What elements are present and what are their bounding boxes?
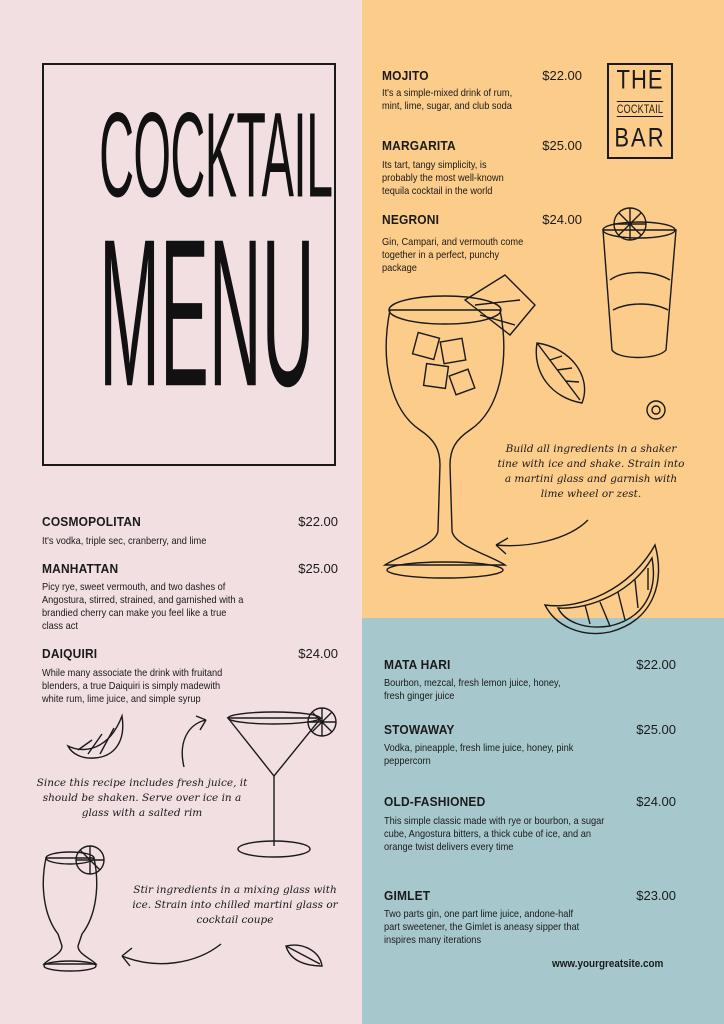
- note-line: cocktail coupe: [196, 914, 274, 926]
- item-desc: orange twist delivers every time: [384, 841, 514, 853]
- logo-bar: BAR: [614, 122, 666, 153]
- cherry-illustration: [644, 398, 668, 422]
- item-price: $22.00: [636, 657, 676, 672]
- item-name: COSMOPOLITAN: [42, 514, 142, 529]
- item-desc: tequila cocktail in the world: [382, 185, 493, 197]
- note-line: Build all ingredients in a shaker: [505, 443, 677, 455]
- item-desc: While many associate the drink with fruitand: [42, 667, 223, 679]
- arrow-icon: [116, 934, 226, 974]
- item-price: $25.00: [636, 722, 676, 737]
- juice-note: [34, 776, 250, 821]
- item-desc: peppercorn: [384, 755, 431, 767]
- item-name: MATA HARI: [384, 657, 451, 672]
- item-desc: probably the most well-known: [382, 172, 504, 184]
- note-line: should be shaken. Serve over ice in a: [42, 792, 242, 804]
- item-desc: cube, Angostura bitters, a thick cube of ice, and an: [384, 828, 592, 840]
- item-desc: class act: [42, 620, 78, 632]
- item-name: STOWAWAY: [384, 722, 455, 737]
- item-desc: brandied cherry can make you feel like a true: [42, 607, 227, 619]
- item-name: OLD-FASHIONED: [384, 794, 486, 809]
- item-price: $24.00: [636, 794, 676, 809]
- item-name: MOJITO: [382, 68, 429, 83]
- title-frame: [42, 63, 336, 466]
- note-line: a martini glass and garnish with: [504, 473, 678, 485]
- note-line: Stir ingredients in a mixing glass with: [133, 884, 337, 896]
- item-name: MARGARITA: [382, 138, 456, 153]
- note-line: lime wheel or zest.: [540, 488, 642, 500]
- item-desc: Vodka, pineapple, fresh lime juice, honey, pink: [384, 742, 574, 754]
- note-line: glass with a salted rim: [81, 807, 203, 819]
- item-desc: Bourbon, mezcal, fresh lemon juice, honey,: [384, 677, 561, 689]
- item-desc: blenders, a true Daiquiri is simply madewith: [42, 680, 221, 692]
- note-line: tine with ice and shake. Strain into: [497, 458, 685, 470]
- item-desc: inspires many iterations: [384, 934, 482, 946]
- website-link[interactable]: www.yourgreatsite.com: [552, 958, 664, 970]
- item-price: $25.00: [542, 138, 582, 153]
- item-price: $25.00: [298, 561, 338, 576]
- leaf-illustration: [284, 940, 324, 970]
- item-name: GIMLET: [384, 888, 431, 903]
- orange-slice-illustration: [540, 540, 665, 640]
- item-name: DAIQUIRI: [42, 646, 98, 661]
- item-desc: white rum, lime juice, and simple syrup: [42, 693, 201, 705]
- item-desc: It's a simple-mixed drink of rum,: [382, 87, 513, 99]
- item-desc: part sweetener, the Gimlet is aneasy sipper that: [384, 921, 580, 933]
- item-desc: Its tart, tangy simplicity, is: [382, 159, 487, 171]
- item-price: $22.00: [542, 68, 582, 83]
- arrow-icon: [176, 712, 216, 772]
- note-line: Since this recipe includes fresh juice, it: [36, 777, 248, 789]
- item-desc: package: [382, 262, 417, 274]
- item-desc: Angostura, stirred, strained, and garnished with a: [42, 594, 244, 606]
- item-price: $22.00: [298, 514, 338, 529]
- item-desc: fresh ginger juice: [384, 690, 455, 702]
- bar-logo: [607, 63, 673, 159]
- item-price: $24.00: [298, 646, 338, 661]
- item-desc: together in a perfect, punchy: [382, 249, 500, 261]
- leaf-illustration: [532, 338, 592, 408]
- item-price: $24.00: [542, 212, 582, 227]
- item-price: $23.00: [636, 888, 676, 903]
- logo-cocktail: COCKTAIL: [616, 102, 664, 116]
- note-line: ice. Strain into chilled martini glass or: [132, 899, 338, 911]
- tall-glass-illustration: [38, 846, 118, 976]
- item-name: NEGRONI: [382, 212, 440, 227]
- item-desc: It's vodka, triple sec, cranberry, and lime: [42, 535, 207, 547]
- tumbler-glass-illustration: [598, 210, 688, 370]
- logo-the: THE: [616, 64, 664, 95]
- title-cocktail: COCKTAIL: [99, 86, 333, 223]
- item-name: MANHATTAN: [42, 561, 119, 576]
- lime-wedge-illustration: [64, 712, 128, 762]
- martini-glass-illustration: [226, 706, 346, 866]
- item-desc: mint, lime, sugar, and club soda: [382, 100, 512, 112]
- item-desc: Gin, Campari, and vermouth come: [382, 236, 524, 248]
- title-menu: MENU: [99, 196, 315, 432]
- item-desc: Picy rye, sweet vermouth, and two dashes of: [42, 581, 226, 593]
- item-desc: Two parts gin, one part lime juice, andone-half: [384, 908, 574, 920]
- item-desc: This simple classic made with rye or bourbon, a sugar: [384, 815, 605, 827]
- stir-note: [130, 883, 340, 928]
